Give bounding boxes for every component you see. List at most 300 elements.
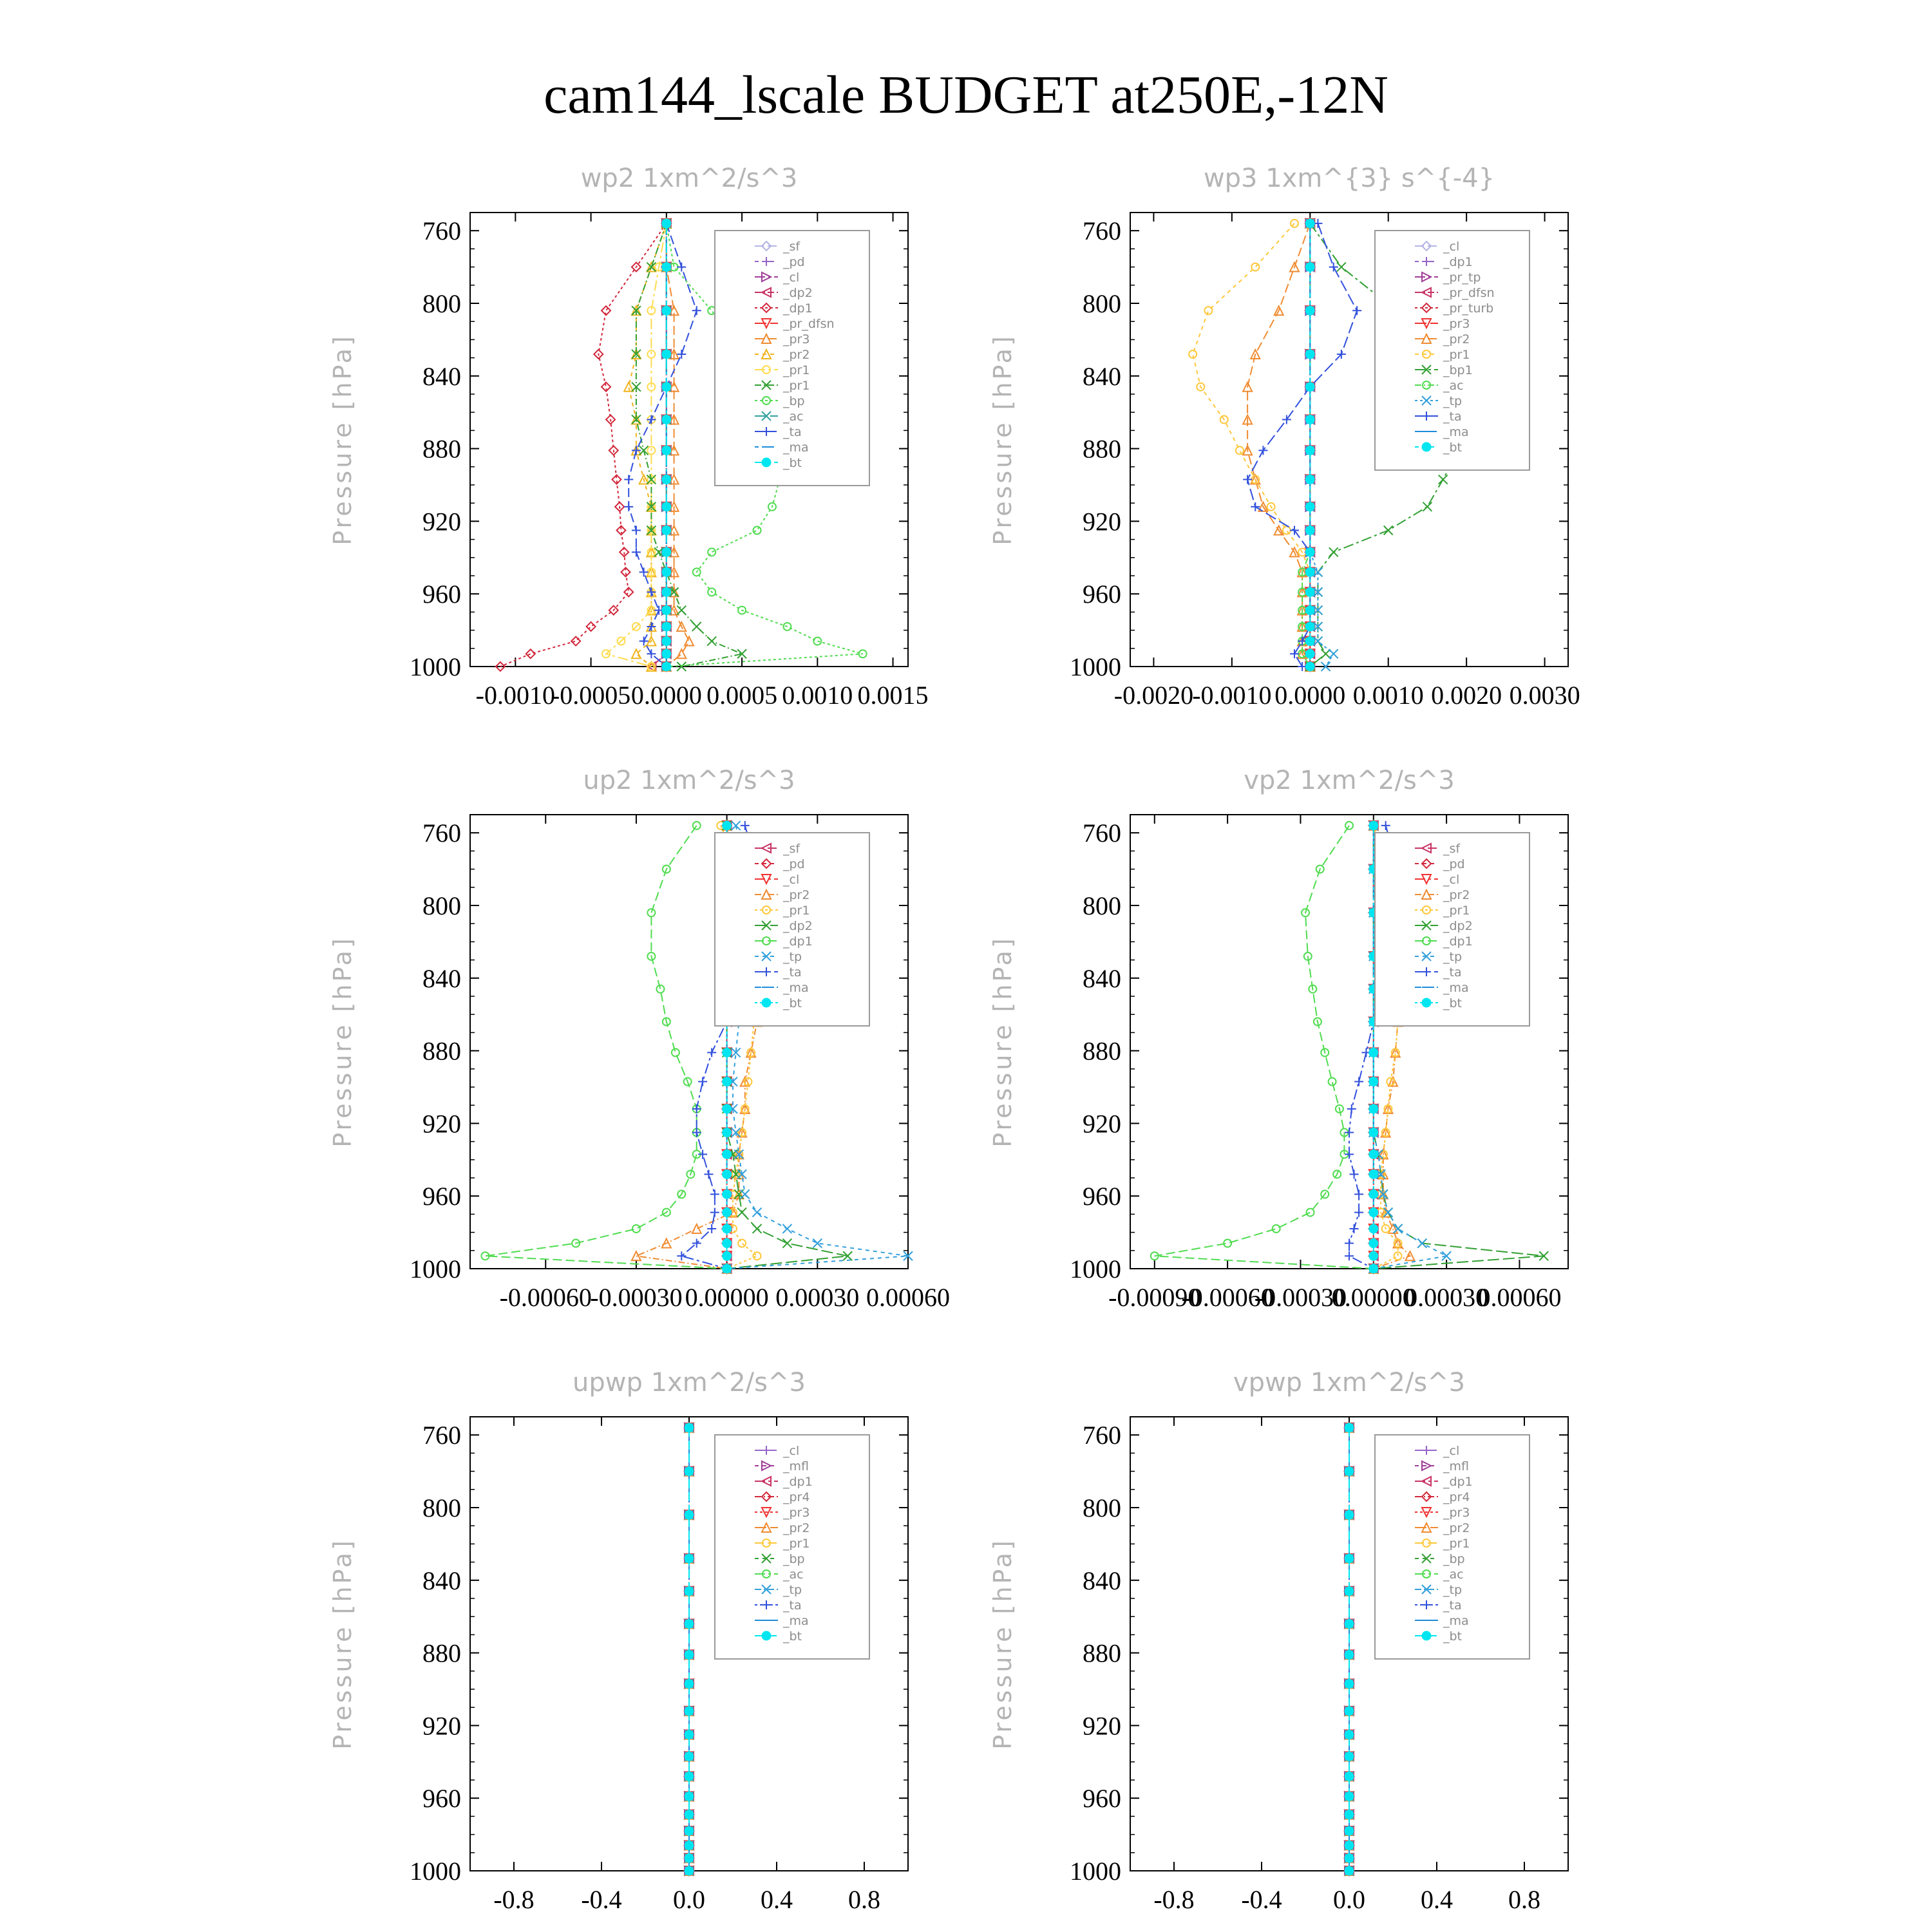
- data-point: [753, 1224, 762, 1233]
- data-point: [1305, 306, 1314, 315]
- data-point: [1345, 1826, 1354, 1835]
- data-point: [1345, 1707, 1354, 1716]
- series-line: [1310, 223, 1333, 667]
- panel-title: up2 1xm^2/s^3: [583, 766, 795, 795]
- data-point: [1369, 1048, 1378, 1057]
- data-point: [753, 1208, 762, 1217]
- legend-entry: _bp: [783, 1552, 805, 1566]
- data-point: [571, 637, 580, 646]
- legend-entry: _pr_turb: [1443, 301, 1494, 316]
- chart-panel: [328, 164, 929, 710]
- legend-marker: [762, 998, 771, 1007]
- legend-entry: _tp: [783, 950, 802, 964]
- legend-entry: _bt: [1443, 996, 1463, 1010]
- data-point: [662, 415, 671, 424]
- data-point: [685, 1792, 694, 1801]
- data-point: [1329, 263, 1338, 272]
- data-point: [632, 547, 641, 556]
- y-tick-label: 880: [1083, 434, 1121, 464]
- data-point: [1273, 1225, 1280, 1233]
- data-point: [624, 502, 633, 511]
- legend-entry: _ta: [783, 1598, 802, 1613]
- legend-entry: _tp: [1443, 394, 1463, 408]
- legend-entry: _ma: [783, 981, 809, 995]
- y-tick-label: 800: [1083, 1493, 1121, 1522]
- y-tick-label: 920: [422, 1109, 461, 1139]
- data-point: [685, 1826, 694, 1835]
- legend-entry: _pr1: [1443, 1537, 1470, 1551]
- y-axis-label: Pressure [hPa]: [989, 1538, 1017, 1750]
- x-tick-label: -0.8: [493, 1885, 535, 1914]
- data-point: [1305, 475, 1314, 484]
- data-point: [1384, 526, 1393, 535]
- data-point: [723, 821, 732, 830]
- x-tick-label: -0.00030: [590, 1283, 683, 1312]
- legend-entry: _cl: [783, 270, 800, 285]
- data-point: [1345, 1730, 1354, 1739]
- data-point: [1290, 526, 1299, 535]
- legend-entry: _pr2: [1443, 1521, 1470, 1535]
- legend-entry: _pr4: [783, 1490, 810, 1504]
- data-point: [587, 622, 596, 631]
- data-point: [723, 1189, 732, 1198]
- data-point: [723, 1128, 732, 1137]
- y-tick-label: 1000: [1070, 1255, 1121, 1283]
- data-point: [662, 475, 671, 484]
- data-point: [677, 1251, 686, 1260]
- legend-entry: _ma: [783, 440, 809, 455]
- legend-entry: _dp1: [1443, 934, 1473, 949]
- data-point: [662, 502, 671, 511]
- x-tick-label: -0.00030: [1254, 1283, 1347, 1312]
- data-point: [1345, 1587, 1354, 1596]
- figure-title: cam144_lscale BUDGET at250E,-12N: [544, 65, 1388, 125]
- data-point: [1354, 1077, 1363, 1086]
- data-point: [732, 821, 741, 830]
- y-axis-label: Pressure [hPa]: [328, 334, 357, 545]
- data-point: [1439, 475, 1448, 484]
- legend-entry: _dp1: [783, 301, 813, 316]
- data-point: [707, 1048, 716, 1057]
- data-point: [1354, 1189, 1363, 1198]
- legend-entry: _cl: [783, 873, 800, 887]
- data-point: [738, 1240, 746, 1247]
- data-point: [662, 350, 671, 359]
- y-tick-label: 800: [1083, 891, 1121, 920]
- data-point: [1204, 307, 1212, 314]
- chart-panel: [989, 164, 1580, 710]
- data-point: [685, 1650, 694, 1659]
- legend-entry: _pr1: [783, 379, 810, 393]
- legend-entry: _bp: [783, 394, 805, 408]
- legend-entry: _sf: [1443, 842, 1461, 856]
- x-tick-label: -0.4: [581, 1885, 622, 1914]
- y-tick-label: 840: [422, 963, 461, 993]
- y-tick-label: 760: [1083, 819, 1121, 848]
- legend-entry: _pr2: [1443, 332, 1470, 346]
- data-point: [1305, 263, 1314, 272]
- data-point: [1345, 1810, 1354, 1819]
- legend-entry: _pr1: [783, 1537, 810, 1551]
- y-axis-label: Pressure [hPa]: [989, 334, 1017, 545]
- y-tick-label: 880: [1083, 1638, 1121, 1668]
- x-tick-label: -0.00060: [499, 1283, 592, 1312]
- series-line: [629, 223, 696, 667]
- legend-entry: _pd: [1443, 857, 1465, 871]
- data-point: [1305, 587, 1314, 596]
- data-point: [1305, 637, 1314, 646]
- panel-title: vp2 1xm^2/s^3: [1244, 766, 1455, 795]
- data-point: [1345, 1853, 1354, 1862]
- data-point: [1369, 1208, 1378, 1217]
- data-point: [1352, 306, 1361, 315]
- legend-entry: _tp: [1443, 1583, 1463, 1597]
- data-point: [1345, 1467, 1354, 1476]
- y-tick-label: 800: [422, 891, 461, 920]
- legend-entry: _ta: [1443, 965, 1462, 980]
- data-point: [677, 263, 686, 272]
- data-point: [1394, 1252, 1402, 1260]
- legend-entry: _ac: [783, 410, 804, 424]
- data-point: [710, 1189, 719, 1198]
- x-tick-label: -0.00060: [1181, 1283, 1274, 1312]
- data-point: [737, 649, 746, 658]
- data-point: [753, 1252, 761, 1260]
- data-point: [723, 1170, 732, 1179]
- y-tick-label: 960: [1083, 1182, 1121, 1211]
- data-point: [1307, 1209, 1314, 1217]
- legend-entry: _pd: [783, 857, 805, 871]
- x-tick-label: 0.8: [848, 1885, 880, 1914]
- series-line: [651, 223, 666, 667]
- data-point: [1369, 1170, 1378, 1179]
- data-point: [624, 475, 633, 484]
- legend-entry: _pr3: [783, 332, 810, 346]
- data-point: [1305, 446, 1314, 455]
- series-line: [485, 826, 726, 1269]
- data-point: [723, 1239, 732, 1248]
- data-point: [1345, 1650, 1354, 1659]
- legend-entry: _pr2: [783, 888, 810, 902]
- data-point: [692, 306, 701, 315]
- data-point: [1236, 446, 1244, 454]
- data-point: [1369, 1104, 1378, 1113]
- data-point: [685, 1423, 694, 1432]
- data-point: [1305, 547, 1314, 556]
- legend-entry: _pr2: [1443, 888, 1470, 902]
- data-point: [662, 446, 671, 455]
- legend-entry: _pr1: [783, 904, 810, 918]
- y-tick-label: 920: [1083, 1109, 1121, 1139]
- y-tick-label: 960: [422, 1784, 461, 1814]
- legend-entry: _ta: [783, 425, 802, 439]
- legend-entry: _dp1: [783, 1475, 813, 1489]
- data-point: [685, 1707, 694, 1716]
- x-tick-label: -0.8: [1153, 1885, 1195, 1914]
- x-tick-label: 0.0005: [706, 681, 778, 710]
- x-tick-label: 0.0030: [1509, 681, 1580, 710]
- data-point: [685, 1554, 694, 1563]
- data-point: [677, 606, 686, 615]
- legend-entry: _ma: [1443, 425, 1469, 439]
- data-point: [813, 638, 821, 645]
- data-point: [782, 1224, 791, 1233]
- data-point: [1350, 1224, 1359, 1233]
- data-point: [1369, 1264, 1378, 1273]
- y-tick-label: 840: [1083, 963, 1121, 993]
- x-tick-label: 0.00030: [1405, 1283, 1489, 1312]
- legend-marker: [1422, 442, 1431, 451]
- legend-entry: _cl: [783, 1444, 800, 1458]
- data-point: [1243, 475, 1252, 484]
- data-point: [662, 662, 671, 671]
- legend-entry: _dp1: [783, 934, 813, 949]
- y-tick-label: 760: [1083, 216, 1121, 246]
- y-tick-label: 760: [1083, 1421, 1121, 1450]
- data-point: [1305, 383, 1314, 392]
- data-point: [1381, 821, 1390, 830]
- y-tick-label: 760: [422, 1421, 461, 1450]
- data-point: [624, 383, 633, 392]
- y-tick-label: 920: [1083, 1711, 1121, 1741]
- data-point: [707, 637, 716, 646]
- data-point: [723, 1077, 732, 1086]
- data-point: [723, 1208, 732, 1217]
- y-tick-label: 880: [422, 1638, 461, 1668]
- data-point: [704, 1170, 713, 1179]
- data-point: [1369, 821, 1378, 830]
- data-point: [685, 1730, 694, 1739]
- legend-entry: _mfl: [1443, 1459, 1469, 1473]
- y-tick-label: 960: [422, 580, 461, 609]
- legend-entry: _bt: [783, 1629, 802, 1643]
- x-tick-label: 0.0015: [857, 681, 929, 710]
- data-point: [1369, 1239, 1378, 1248]
- data-point: [1369, 1189, 1378, 1198]
- data-point: [1354, 1208, 1363, 1217]
- data-point: [737, 1208, 746, 1217]
- x-tick-label: 0.00000: [1331, 1283, 1416, 1312]
- y-tick-label: 800: [422, 289, 461, 318]
- data-point: [723, 1251, 732, 1260]
- series-dp2: [647, 219, 670, 671]
- series-line: [1155, 826, 1374, 1269]
- data-point: [685, 1467, 694, 1476]
- x-tick-label: -0.0010: [1192, 681, 1272, 710]
- data-point: [1345, 1510, 1354, 1519]
- legend-marker: [762, 1631, 771, 1640]
- y-axis-label: Pressure [hPa]: [989, 936, 1017, 1148]
- data-point: [723, 1104, 732, 1113]
- x-tick-label: 0.00000: [685, 1283, 769, 1312]
- data-point: [662, 526, 671, 535]
- data-point: [1345, 1239, 1354, 1248]
- chart-panel: [328, 766, 950, 1312]
- data-point: [1305, 606, 1314, 615]
- legend-entry: _ta: [1443, 1598, 1462, 1613]
- data-point: [662, 622, 671, 631]
- legend-entry: _bp: [1443, 1552, 1465, 1566]
- data-point: [662, 547, 671, 556]
- x-tick-label: -0.0010: [475, 681, 556, 710]
- x-tick-label: 0.0000: [630, 681, 702, 710]
- data-point: [698, 1077, 707, 1086]
- data-point: [685, 1866, 694, 1875]
- data-point: [677, 649, 686, 658]
- series-pr2: [624, 219, 671, 671]
- y-tick-label: 880: [422, 1036, 461, 1066]
- legend-entry: _pr3: [1443, 317, 1470, 331]
- panels: [328, 164, 1580, 1914]
- legend-entry: _cl: [1443, 1444, 1460, 1458]
- data-point: [1345, 1680, 1354, 1689]
- data-point: [1258, 446, 1267, 455]
- data-point: [1329, 649, 1338, 658]
- data-point: [692, 622, 701, 631]
- data-point: [662, 587, 671, 596]
- data-point: [1345, 1423, 1354, 1432]
- data-point: [1345, 1752, 1354, 1761]
- data-point: [1283, 527, 1291, 535]
- x-tick-label: 0.4: [1421, 1885, 1453, 1914]
- series-ma: [1305, 223, 1314, 667]
- x-tick-label: 0.4: [761, 1885, 793, 1914]
- data-point: [692, 1224, 701, 1233]
- data-point: [632, 1225, 640, 1233]
- panel-title: upwp 1xm^2/s^3: [573, 1368, 806, 1397]
- x-tick-label: -0.00090: [1108, 1283, 1201, 1312]
- data-point: [1305, 350, 1314, 359]
- data-point: [753, 527, 761, 535]
- y-tick-label: 1000: [1070, 652, 1121, 681]
- x-tick-label: 0.0000: [1274, 681, 1346, 710]
- y-tick-label: 840: [1083, 361, 1121, 391]
- chart-panel: [989, 766, 1568, 1312]
- data-point: [656, 985, 664, 993]
- x-tick-label: 0.0010: [1352, 681, 1424, 710]
- data-point: [1345, 1841, 1354, 1850]
- data-point: [1350, 1170, 1359, 1179]
- data-point: [662, 263, 671, 272]
- chart-panel: [328, 1368, 908, 1914]
- data-point: [1305, 526, 1314, 535]
- legend-entry: _tp: [1443, 950, 1463, 964]
- data-point: [1305, 622, 1314, 631]
- chart-panel: [989, 1368, 1568, 1914]
- series-line: [1302, 223, 1310, 667]
- series-ac: [1298, 220, 1314, 670]
- x-tick-label: -0.0020: [1113, 681, 1194, 710]
- y-tick-label: 960: [1083, 1784, 1121, 1814]
- y-tick-label: 960: [422, 1182, 461, 1211]
- data-point: [1369, 1077, 1378, 1086]
- legend-entry: _mfl: [783, 1459, 809, 1473]
- series-line: [500, 223, 667, 667]
- legend-entry: _tp: [783, 1583, 802, 1597]
- legend-entry: _sf: [783, 842, 800, 856]
- data-point: [1345, 1772, 1354, 1781]
- legend-entry: _ac: [1443, 379, 1464, 393]
- legend-entry: _pr1: [783, 363, 810, 377]
- legend-entry: _cl: [1443, 240, 1460, 254]
- data-point: [1369, 1224, 1378, 1233]
- legend-entry: _dp2: [783, 286, 813, 300]
- legend-entry: _pr1: [1443, 904, 1470, 918]
- data-point: [685, 1510, 694, 1519]
- data-point: [685, 637, 694, 646]
- y-tick-label: 1000: [410, 1857, 461, 1886]
- data-point: [1290, 649, 1299, 658]
- panel-title: wp2 1xm^2/s^3: [580, 164, 798, 193]
- data-point: [1369, 1128, 1378, 1137]
- legend-entry: _dp1: [1443, 1475, 1473, 1489]
- legend-entry: _ta: [783, 965, 802, 980]
- legend-entry: _ma: [783, 1614, 809, 1628]
- data-point: [662, 219, 671, 228]
- data-point: [1369, 1251, 1378, 1260]
- y-tick-label: 760: [422, 819, 461, 848]
- data-point: [1305, 415, 1314, 424]
- y-tick-label: 1000: [410, 1255, 461, 1283]
- data-point: [723, 1048, 732, 1057]
- y-tick-label: 880: [422, 434, 461, 464]
- data-point: [1305, 567, 1314, 576]
- data-point: [1345, 1792, 1354, 1801]
- legend-entry: _pr1: [1443, 348, 1470, 362]
- data-point: [662, 306, 671, 315]
- data-point: [685, 1752, 694, 1761]
- data-point: [741, 821, 750, 830]
- data-point: [662, 383, 671, 392]
- data-point: [1345, 1866, 1354, 1875]
- legend-entry: _pr2: [783, 348, 810, 362]
- data-point: [662, 637, 671, 646]
- data-point: [647, 350, 655, 358]
- series-ta: [624, 219, 701, 671]
- data-point: [1369, 1150, 1378, 1159]
- data-point: [723, 1264, 732, 1273]
- y-tick-label: 880: [1083, 1036, 1121, 1066]
- data-point: [632, 1251, 641, 1260]
- x-tick-label: 0.0: [673, 1885, 705, 1914]
- data-point: [685, 1853, 694, 1862]
- data-point: [685, 1587, 694, 1596]
- x-tick-label: 0.0: [1333, 1885, 1365, 1914]
- data-point: [685, 1680, 694, 1689]
- y-tick-label: 1000: [410, 652, 461, 681]
- data-point: [685, 1810, 694, 1819]
- y-tick-label: 920: [1083, 507, 1121, 536]
- data-point: [662, 567, 671, 576]
- legend-entry: _bt: [783, 456, 802, 470]
- legend-entry: _dp1: [1443, 255, 1473, 269]
- data-point: [1305, 662, 1314, 671]
- y-tick-label: 840: [422, 361, 461, 391]
- data-point: [1347, 1104, 1356, 1113]
- legend-entry: _cl: [1443, 873, 1460, 887]
- y-tick-label: 840: [422, 1566, 461, 1595]
- legend-marker: [762, 458, 771, 467]
- data-point: [1251, 263, 1259, 271]
- y-tick-label: 1000: [1070, 1857, 1121, 1886]
- series-pr1: [1189, 220, 1314, 670]
- x-tick-label: 0.00030: [775, 1283, 860, 1312]
- series-pr2: [1243, 219, 1314, 671]
- series-dp1: [481, 822, 730, 1273]
- legend-marker: [1422, 998, 1431, 1007]
- legend-entry: _ma: [1443, 981, 1469, 995]
- data-point: [1329, 1078, 1336, 1086]
